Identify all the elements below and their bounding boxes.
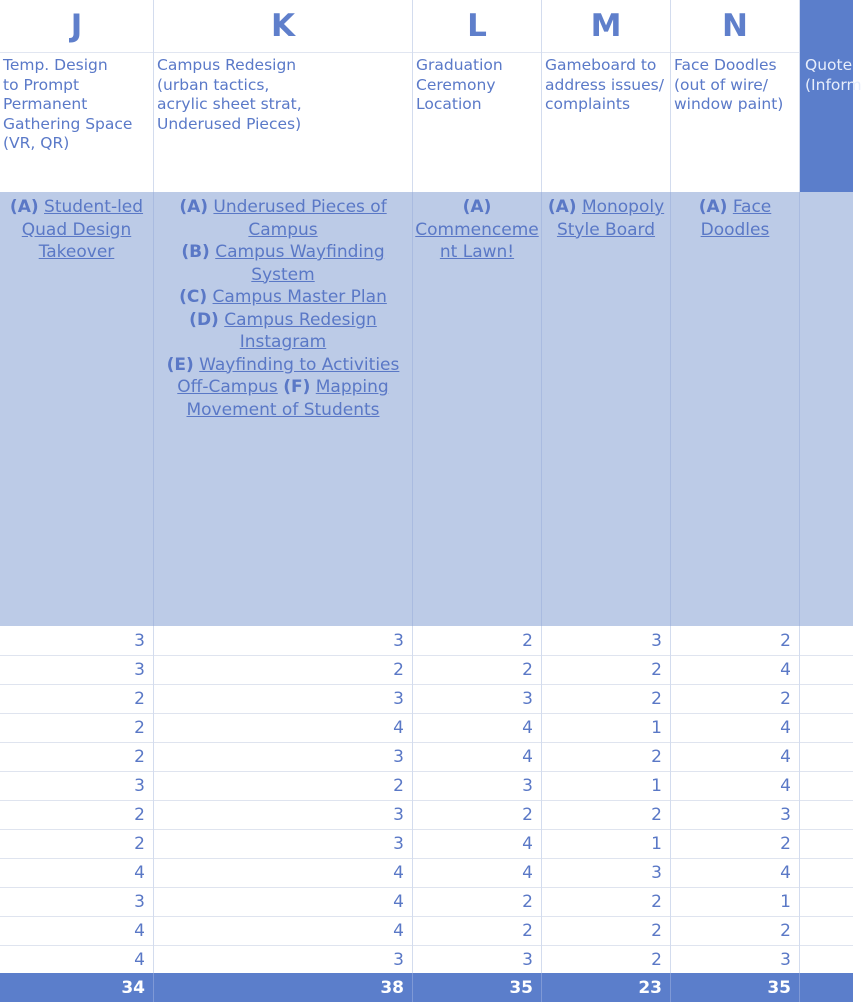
score-cell-j[interactable]: 4	[0, 945, 154, 974]
description-cell-j[interactable]	[0, 52, 154, 192]
score-row	[0, 945, 853, 975]
description-cell-o[interactable]	[800, 52, 862, 192]
description-line: Underused Pieces)	[157, 114, 302, 133]
link-tag: (D)	[189, 309, 219, 330]
score-cell-l[interactable]: 2	[413, 800, 542, 829]
score-cell-k[interactable]: 2	[154, 771, 413, 800]
score-cell-k[interactable]: 3	[154, 742, 413, 771]
score-cell-m[interactable]: 2	[542, 655, 671, 684]
score-cell-o[interactable]	[800, 684, 853, 713]
link-face-doodles[interactable]: Doodles	[700, 219, 770, 240]
score-cell-l[interactable]: 2	[413, 887, 542, 916]
score-cell-o[interactable]	[800, 829, 853, 858]
score-row	[0, 742, 853, 772]
description-line: (Inform	[805, 75, 862, 94]
link-campus-wayfinding-system[interactable]: System	[251, 264, 315, 285]
score-cell-l[interactable]: 3	[413, 684, 542, 713]
total-cell-j[interactable]: 34	[0, 973, 154, 1002]
description-line: window paint)	[674, 95, 784, 113]
total-cell-l[interactable]: 35	[413, 973, 542, 1002]
description-line: Temp. Design	[3, 56, 108, 74]
link-tag: (A)	[179, 197, 209, 217]
score-cell-n[interactable]: 3	[671, 945, 800, 974]
link-tag: (F)	[283, 377, 311, 397]
score-cell-n[interactable]: 2	[671, 916, 800, 945]
score-cell-l[interactable]: 3	[413, 771, 542, 800]
link-monopoly-style-board[interactable]: Monopoly	[581, 197, 665, 217]
score-cell-m[interactable]: 3	[542, 626, 671, 655]
score-cell-l[interactable]: 2	[413, 655, 542, 684]
score-cell-n[interactable]: 4	[671, 713, 800, 742]
link-mapping-movement-of-students[interactable]: Movement of Students	[186, 399, 380, 420]
link-underused-pieces-of-campus[interactable]: Campus	[248, 219, 318, 240]
score-cell-m[interactable]: 1	[542, 771, 671, 800]
column-header-j[interactable]: J	[0, 0, 154, 52]
link-campus-redesign-instagram[interactable]: Instagram	[239, 332, 327, 352]
link-face-doodles[interactable]: Face	[732, 197, 772, 217]
score-cell-k[interactable]: 4	[154, 887, 413, 916]
score-cell-j[interactable]: 2	[0, 713, 154, 742]
column-header-k[interactable]: K	[154, 0, 413, 52]
score-cell-l[interactable]: 2	[413, 916, 542, 945]
description-line: Location	[416, 95, 482, 113]
description-line: Graduation	[416, 56, 503, 74]
link-student-led-quad-design-takeover[interactable]: Student-led	[44, 197, 144, 217]
link-tag: (B)	[181, 242, 210, 262]
score-cell-j[interactable]: 3	[0, 655, 154, 684]
score-cell-m[interactable]: 2	[542, 800, 671, 829]
links-row	[0, 192, 853, 626]
total-cell-o[interactable]	[800, 973, 853, 1002]
link-student-led-quad-design-takeover[interactable]: Takeover	[38, 242, 115, 262]
score-cell-j[interactable]: 3	[0, 887, 154, 916]
score-row	[0, 655, 853, 685]
link-tag: (A)	[547, 197, 577, 217]
score-cell-k[interactable]: 3	[154, 829, 413, 858]
score-cell-k[interactable]: 4	[154, 713, 413, 742]
description-line: Ceremony	[416, 75, 496, 94]
total-cell-n[interactable]: 35	[671, 973, 800, 1002]
links-cell-j[interactable]	[0, 192, 154, 626]
link-commencement-lawn[interactable]: Commenceme	[415, 219, 539, 240]
score-cell-k[interactable]: 2	[154, 655, 413, 684]
description-line: (out of wire/	[674, 75, 768, 94]
links-cell-m[interactable]	[542, 192, 671, 626]
score-cell-j[interactable]: 2	[0, 742, 154, 771]
description-line: Gathering Space	[3, 114, 133, 133]
score-row	[0, 684, 853, 714]
score-cell-n[interactable]: 4	[671, 858, 800, 887]
score-cell-n[interactable]: 4	[671, 655, 800, 684]
links-cell-l[interactable]	[413, 192, 542, 626]
link-wayfinding-to-activities-off-campus[interactable]: Wayfinding to Activities	[199, 354, 400, 375]
score-cell-m[interactable]: 1	[542, 829, 671, 858]
score-cell-o[interactable]	[800, 800, 853, 829]
score-cell-j[interactable]: 2	[0, 684, 154, 713]
score-cell-m[interactable]: 2	[542, 684, 671, 713]
description-line: (VR, QR)	[3, 134, 70, 152]
score-cell-m[interactable]: 1	[542, 713, 671, 742]
link-monopoly-style-board[interactable]: Style Board	[556, 219, 656, 240]
score-cell-n[interactable]: 2	[671, 829, 800, 858]
link-campus-wayfinding-system[interactable]: Campus Wayfinding	[215, 242, 385, 262]
score-cell-m[interactable]: 2	[542, 916, 671, 945]
link-tag: (C)	[179, 287, 208, 307]
link-wayfinding-to-activities-off-campus[interactable]: Off-Campus	[177, 377, 278, 397]
score-row	[0, 771, 853, 801]
score-cell-o[interactable]	[800, 713, 853, 742]
description-line: acrylic sheet strat,	[157, 95, 302, 113]
score-cell-l[interactable]: 4	[413, 858, 542, 887]
description-line: Quote	[805, 56, 853, 74]
score-cell-l[interactable]: 4	[413, 713, 542, 742]
column-header-n[interactable]: N	[671, 0, 800, 52]
totals-row	[0, 973, 853, 1002]
score-cell-n[interactable]: 1	[671, 887, 800, 916]
description-row	[0, 52, 862, 192]
score-row	[0, 916, 853, 946]
score-cell-o[interactable]	[800, 742, 853, 771]
description-line: (urban tactics,	[157, 75, 270, 94]
score-cell-l[interactable]: 4	[413, 742, 542, 771]
score-cell-n[interactable]: 2	[671, 684, 800, 713]
score-cell-k[interactable]: 3	[154, 800, 413, 829]
column-header-l[interactable]: L	[413, 0, 542, 52]
score-cell-n[interactable]: 4	[671, 742, 800, 771]
description-cell-l[interactable]	[413, 52, 542, 192]
total-cell-m[interactable]: 23	[542, 973, 671, 1002]
column-header-m[interactable]: M	[542, 0, 671, 52]
score-cell-k[interactable]: 3	[154, 626, 413, 655]
score-cell-j[interactable]: 2	[0, 829, 154, 858]
score-cell-o[interactable]	[800, 858, 853, 887]
links-cell-o[interactable]	[800, 192, 853, 626]
score-cell-o[interactable]	[800, 655, 853, 684]
link-underused-pieces-of-campus[interactable]: Underused Pieces of	[213, 197, 387, 217]
column-header-row	[0, 0, 853, 53]
score-cell-m[interactable]: 3	[542, 858, 671, 887]
link-tag: (A)	[462, 197, 492, 217]
link-commencement-lawn[interactable]: nt Lawn!	[439, 242, 515, 262]
description-cell-n[interactable]	[671, 52, 800, 192]
link-student-led-quad-design-takeover[interactable]: Quad Design	[21, 219, 132, 240]
score-cell-n[interactable]: 2	[671, 626, 800, 655]
links-cell-k[interactable]	[154, 192, 413, 626]
link-tag: (E)	[166, 354, 194, 375]
score-cell-j[interactable]: 3	[0, 771, 154, 800]
score-cell-o[interactable]	[800, 945, 853, 974]
score-row	[0, 800, 853, 830]
score-cell-n[interactable]: 3	[671, 800, 800, 829]
score-cell-j[interactable]: 4	[0, 916, 154, 945]
score-cell-m[interactable]: 2	[542, 945, 671, 974]
link-mapping-movement-of-students[interactable]: Mapping	[315, 377, 389, 397]
description-line: Gameboard to	[545, 56, 657, 74]
description-line: address issues/	[545, 75, 664, 94]
score-cell-m[interactable]: 2	[542, 742, 671, 771]
score-cell-j[interactable]: 3	[0, 626, 154, 655]
description-cell-m[interactable]	[542, 52, 671, 192]
description-line: Permanent	[3, 95, 88, 113]
link-campus-master-plan[interactable]: Campus Master Plan	[212, 287, 387, 307]
score-cell-l[interactable]: 3	[413, 945, 542, 974]
score-row	[0, 858, 853, 888]
score-cell-j[interactable]: 4	[0, 858, 154, 887]
score-cell-l[interactable]: 4	[413, 829, 542, 858]
links-cell-n[interactable]	[671, 192, 800, 626]
score-row	[0, 829, 853, 859]
score-cell-o[interactable]	[800, 887, 853, 916]
link-campus-redesign-instagram[interactable]: Campus Redesign	[224, 309, 377, 330]
description-line: complaints	[545, 95, 631, 113]
score-cell-k[interactable]: 4	[154, 916, 413, 945]
description-cell-k[interactable]	[154, 52, 413, 192]
score-cell-k[interactable]: 3	[154, 684, 413, 713]
score-row	[0, 626, 853, 656]
link-tag: (A)	[698, 197, 728, 217]
score-row	[0, 887, 853, 917]
score-cell-m[interactable]: 2	[542, 887, 671, 916]
description-line: Face Doodles	[674, 56, 777, 74]
score-row	[0, 713, 853, 743]
score-cell-o[interactable]	[800, 626, 853, 655]
score-cell-o[interactable]	[800, 916, 853, 945]
column-header-o[interactable]	[800, 0, 853, 52]
score-cell-o[interactable]	[800, 771, 853, 800]
link-tag: (A)	[9, 197, 39, 217]
description-line: to Prompt	[3, 75, 80, 94]
score-cell-j[interactable]: 2	[0, 800, 154, 829]
score-cell-n[interactable]: 4	[671, 771, 800, 800]
score-cell-k[interactable]: 4	[154, 858, 413, 887]
score-cell-l[interactable]: 2	[413, 626, 542, 655]
description-line: Campus Redesign	[157, 56, 297, 74]
total-cell-k[interactable]: 38	[154, 973, 413, 1002]
score-cell-k[interactable]: 3	[154, 945, 413, 974]
